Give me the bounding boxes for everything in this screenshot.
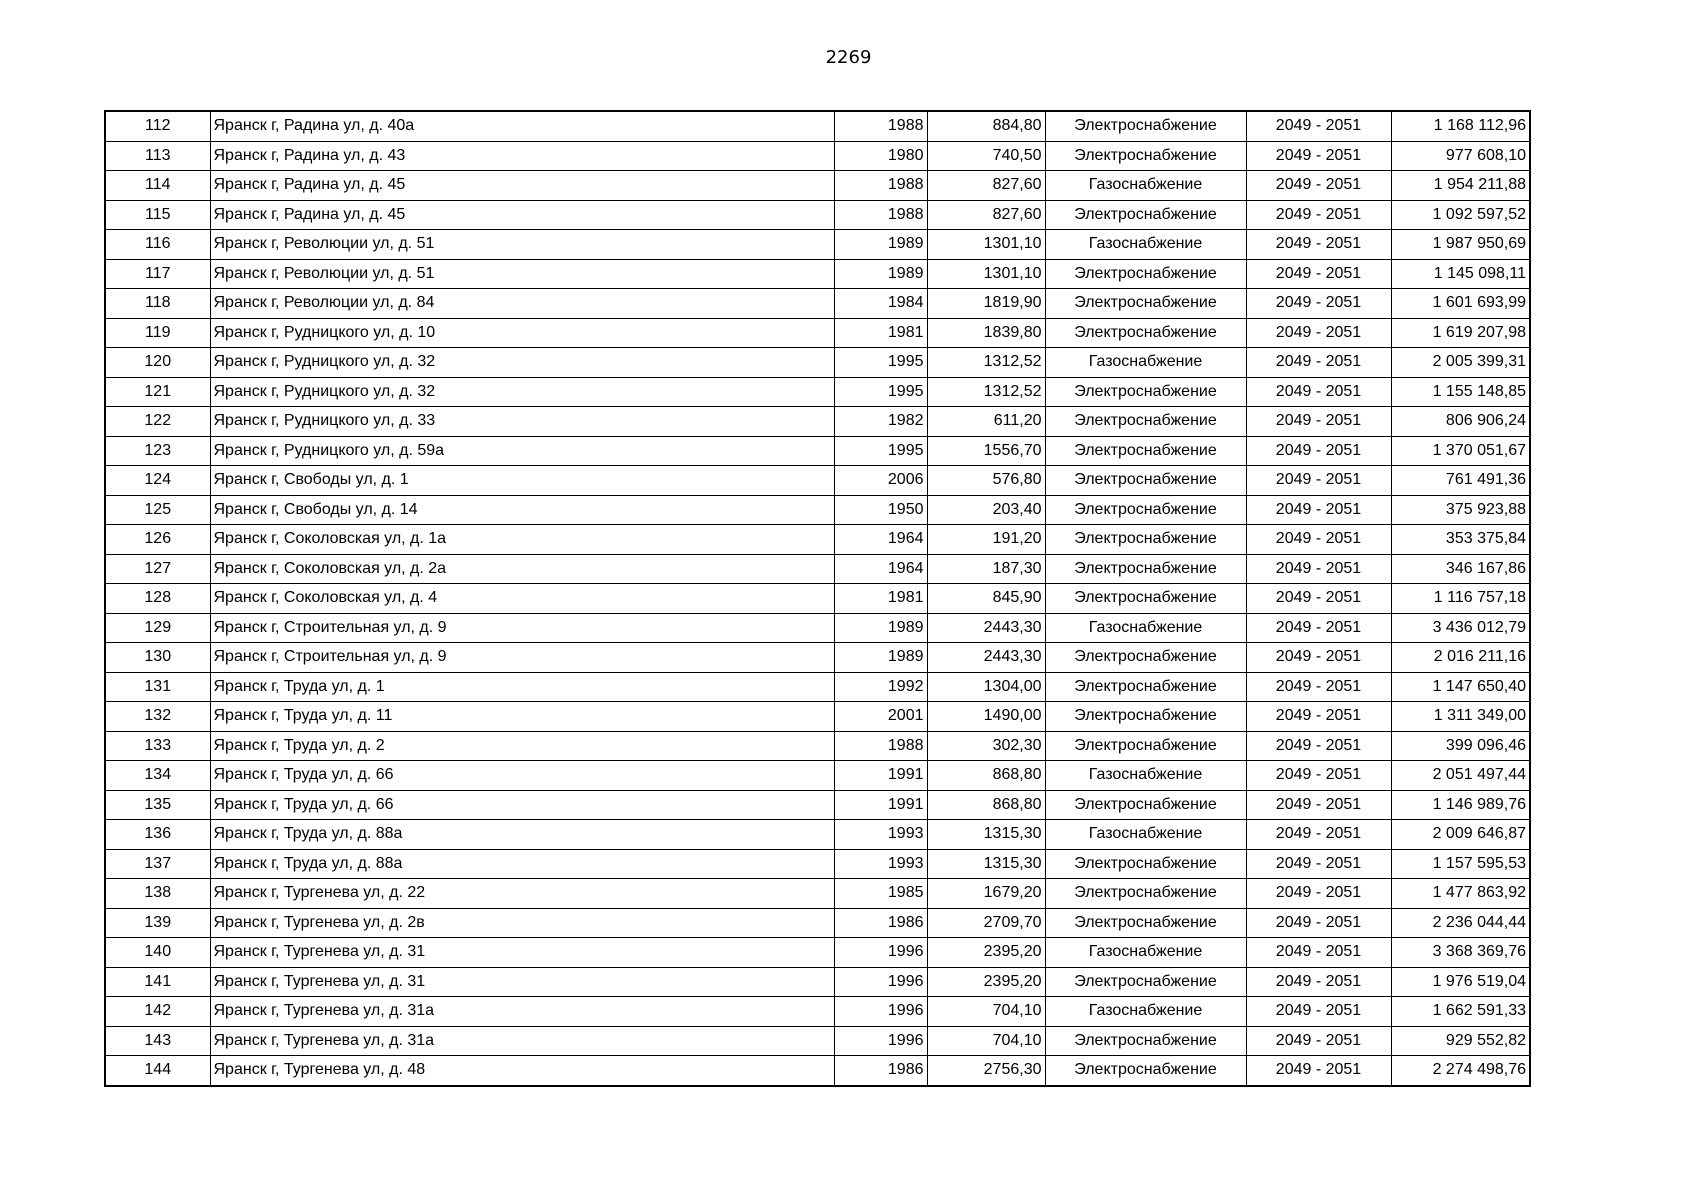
table-row (105, 1026, 1530, 1056)
cost-cell: 2 051 497,44 (1391, 761, 1530, 791)
address-cell: Яранск г, Рудницкого ул, д. 59а (210, 436, 834, 466)
service-type-cell: Газоснабжение (1045, 820, 1246, 850)
address-cell: Яранск г, Свободы ул, д. 14 (210, 495, 834, 525)
service-type-cell: Газоснабжение (1045, 938, 1246, 968)
area-cell: 203,40 (927, 495, 1045, 525)
table-row (105, 938, 1530, 968)
row-number-cell: 143 (105, 1026, 210, 1056)
service-type-cell: Электроснабжение (1045, 407, 1246, 437)
area-cell: 1304,00 (927, 672, 1045, 702)
period-cell: 2049 - 2051 (1246, 141, 1391, 171)
period-cell: 2049 - 2051 (1246, 525, 1391, 555)
cost-cell: 1 145 098,11 (1391, 259, 1530, 289)
area-cell: 1315,30 (927, 849, 1045, 879)
row-number-cell: 116 (105, 230, 210, 260)
period-cell: 2049 - 2051 (1246, 731, 1391, 761)
year-cell: 1991 (834, 790, 927, 820)
cost-cell: 1 155 148,85 (1391, 377, 1530, 407)
service-type-cell: Газоснабжение (1045, 171, 1246, 201)
table-row (105, 997, 1530, 1027)
cost-cell: 1 662 591,33 (1391, 997, 1530, 1027)
table-row (105, 908, 1530, 938)
row-number-cell: 127 (105, 554, 210, 584)
cost-cell: 1 477 863,92 (1391, 879, 1530, 909)
row-number-cell: 142 (105, 997, 210, 1027)
service-type-cell: Электроснабжение (1045, 643, 1246, 673)
period-cell: 2049 - 2051 (1246, 997, 1391, 1027)
service-type-cell: Газоснабжение (1045, 761, 1246, 791)
cost-cell: 1 146 989,76 (1391, 790, 1530, 820)
year-cell: 1989 (834, 643, 927, 673)
year-cell: 1988 (834, 171, 927, 201)
year-cell: 1964 (834, 554, 927, 584)
area-cell: 1301,10 (927, 259, 1045, 289)
area-cell: 827,60 (927, 171, 1045, 201)
row-number-cell: 128 (105, 584, 210, 614)
area-cell: 1315,30 (927, 820, 1045, 850)
cost-cell: 3 436 012,79 (1391, 613, 1530, 643)
table-row (105, 584, 1530, 614)
address-cell: Яранск г, Революции ул, д. 84 (210, 289, 834, 319)
year-cell: 2001 (834, 702, 927, 732)
address-cell: Яранск г, Соколовская ул, д. 2а (210, 554, 834, 584)
address-cell: Яранск г, Радина ул, д. 43 (210, 141, 834, 171)
cost-cell: 353 375,84 (1391, 525, 1530, 555)
address-cell: Яранск г, Свободы ул, д. 1 (210, 466, 834, 496)
row-number-cell: 114 (105, 171, 210, 201)
row-number-cell: 134 (105, 761, 210, 791)
row-number-cell: 135 (105, 790, 210, 820)
service-type-cell: Электроснабжение (1045, 1026, 1246, 1056)
area-cell: 868,80 (927, 790, 1045, 820)
year-cell: 1984 (834, 289, 927, 319)
period-cell: 2049 - 2051 (1246, 643, 1391, 673)
address-cell: Яранск г, Тургенева ул, д. 48 (210, 1056, 834, 1086)
service-type-cell: Газоснабжение (1045, 348, 1246, 378)
period-cell: 2049 - 2051 (1246, 377, 1391, 407)
table-row (105, 171, 1530, 201)
service-type-cell: Электроснабжение (1045, 111, 1246, 141)
table-row (105, 318, 1530, 348)
table-row (105, 672, 1530, 702)
table-row (105, 377, 1530, 407)
period-cell: 2049 - 2051 (1246, 820, 1391, 850)
table-row (105, 111, 1530, 141)
year-cell: 1950 (834, 495, 927, 525)
table-row (105, 525, 1530, 555)
cost-cell: 2 236 044,44 (1391, 908, 1530, 938)
table-row (105, 790, 1530, 820)
period-cell: 2049 - 2051 (1246, 938, 1391, 968)
service-type-cell: Электроснабжение (1045, 879, 1246, 909)
year-cell: 1996 (834, 997, 927, 1027)
service-type-cell: Электроснабжение (1045, 584, 1246, 614)
year-cell: 1996 (834, 938, 927, 968)
year-cell: 1980 (834, 141, 927, 171)
area-cell: 1819,90 (927, 289, 1045, 319)
row-number-cell: 122 (105, 407, 210, 437)
table-row (105, 967, 1530, 997)
cost-cell: 1 092 597,52 (1391, 200, 1530, 230)
area-cell: 704,10 (927, 1026, 1045, 1056)
table-row (105, 141, 1530, 171)
cost-cell: 977 608,10 (1391, 141, 1530, 171)
period-cell: 2049 - 2051 (1246, 879, 1391, 909)
service-type-cell: Электроснабжение (1045, 200, 1246, 230)
period-cell: 2049 - 2051 (1246, 466, 1391, 496)
table-row (105, 731, 1530, 761)
year-cell: 1996 (834, 1026, 927, 1056)
area-cell: 740,50 (927, 141, 1045, 171)
year-cell: 1993 (834, 849, 927, 879)
year-cell: 1986 (834, 908, 927, 938)
cost-cell: 2 274 498,76 (1391, 1056, 1530, 1086)
cost-cell: 2 016 211,16 (1391, 643, 1530, 673)
row-number-cell: 137 (105, 849, 210, 879)
table-row (105, 1056, 1530, 1086)
address-cell: Яранск г, Тургенева ул, д. 22 (210, 879, 834, 909)
service-type-cell: Электроснабжение (1045, 790, 1246, 820)
area-cell: 1556,70 (927, 436, 1045, 466)
area-cell: 1312,52 (927, 348, 1045, 378)
area-cell: 884,80 (927, 111, 1045, 141)
row-number-cell: 113 (105, 141, 210, 171)
table-row (105, 259, 1530, 289)
row-number-cell: 124 (105, 466, 210, 496)
address-cell: Яранск г, Соколовская ул, д. 4 (210, 584, 834, 614)
address-cell: Яранск г, Революции ул, д. 51 (210, 259, 834, 289)
service-type-cell: Электроснабжение (1045, 525, 1246, 555)
area-cell: 868,80 (927, 761, 1045, 791)
address-cell: Яранск г, Строительная ул, д. 9 (210, 613, 834, 643)
address-cell: Яранск г, Труда ул, д. 88а (210, 820, 834, 850)
table-row (105, 554, 1530, 584)
cost-cell: 1 619 207,98 (1391, 318, 1530, 348)
area-cell: 2443,30 (927, 613, 1045, 643)
service-type-cell: Электроснабжение (1045, 436, 1246, 466)
period-cell: 2049 - 2051 (1246, 613, 1391, 643)
service-type-cell: Газоснабжение (1045, 613, 1246, 643)
row-number-cell: 138 (105, 879, 210, 909)
address-cell: Яранск г, Тургенева ул, д. 31а (210, 1026, 834, 1056)
cost-cell: 1 311 349,00 (1391, 702, 1530, 732)
year-cell: 1988 (834, 200, 927, 230)
cost-cell: 2 005 399,31 (1391, 348, 1530, 378)
address-cell: Яранск г, Труда ул, д. 66 (210, 761, 834, 791)
row-number-cell: 136 (105, 820, 210, 850)
year-cell: 1985 (834, 879, 927, 909)
service-type-cell: Электроснабжение (1045, 466, 1246, 496)
row-number-cell: 130 (105, 643, 210, 673)
cost-cell: 1 954 211,88 (1391, 171, 1530, 201)
service-type-cell: Электроснабжение (1045, 702, 1246, 732)
table-row (105, 879, 1530, 909)
address-cell: Яранск г, Рудницкого ул, д. 32 (210, 377, 834, 407)
period-cell: 2049 - 2051 (1246, 761, 1391, 791)
period-cell: 2049 - 2051 (1246, 849, 1391, 879)
year-cell: 1988 (834, 111, 927, 141)
period-cell: 2049 - 2051 (1246, 702, 1391, 732)
period-cell: 2049 - 2051 (1246, 672, 1391, 702)
period-cell: 2049 - 2051 (1246, 259, 1391, 289)
address-cell: Яранск г, Радина ул, д. 40а (210, 111, 834, 141)
table-row (105, 761, 1530, 791)
service-type-cell: Электроснабжение (1045, 967, 1246, 997)
area-cell: 704,10 (927, 997, 1045, 1027)
period-cell: 2049 - 2051 (1246, 230, 1391, 260)
address-cell: Яранск г, Тургенева ул, д. 31 (210, 938, 834, 968)
table-row (105, 200, 1530, 230)
area-cell: 302,30 (927, 731, 1045, 761)
area-cell: 1301,10 (927, 230, 1045, 260)
year-cell: 1991 (834, 761, 927, 791)
period-cell: 2049 - 2051 (1246, 318, 1391, 348)
period-cell: 2049 - 2051 (1246, 1026, 1391, 1056)
address-cell: Яранск г, Соколовская ул, д. 1а (210, 525, 834, 555)
cost-cell: 929 552,82 (1391, 1026, 1530, 1056)
address-cell: Яранск г, Труда ул, д. 11 (210, 702, 834, 732)
table-row (105, 702, 1530, 732)
row-number-cell: 141 (105, 967, 210, 997)
period-cell: 2049 - 2051 (1246, 348, 1391, 378)
year-cell: 1981 (834, 584, 927, 614)
period-cell: 2049 - 2051 (1246, 908, 1391, 938)
cost-cell: 3 368 369,76 (1391, 938, 1530, 968)
table-row (105, 820, 1530, 850)
table-row (105, 436, 1530, 466)
period-cell: 2049 - 2051 (1246, 111, 1391, 141)
area-cell: 845,90 (927, 584, 1045, 614)
row-number-cell: 125 (105, 495, 210, 525)
cost-cell: 1 168 112,96 (1391, 111, 1530, 141)
cost-cell: 1 976 519,04 (1391, 967, 1530, 997)
period-cell: 2049 - 2051 (1246, 289, 1391, 319)
year-cell: 1981 (834, 318, 927, 348)
year-cell: 1995 (834, 377, 927, 407)
registry-table (104, 110, 1531, 1087)
row-number-cell: 119 (105, 318, 210, 348)
year-cell: 1992 (834, 672, 927, 702)
table-body (105, 111, 1530, 1086)
row-number-cell: 123 (105, 436, 210, 466)
year-cell: 1989 (834, 259, 927, 289)
cost-cell: 1 370 051,67 (1391, 436, 1530, 466)
service-type-cell: Электроснабжение (1045, 495, 1246, 525)
table-row (105, 643, 1530, 673)
area-cell: 191,20 (927, 525, 1045, 555)
year-cell: 1995 (834, 436, 927, 466)
area-cell: 1839,80 (927, 318, 1045, 348)
area-cell: 827,60 (927, 200, 1045, 230)
period-cell: 2049 - 2051 (1246, 554, 1391, 584)
cost-cell: 1 601 693,99 (1391, 289, 1530, 319)
page-number: 2269 (825, 47, 872, 68)
year-cell: 2006 (834, 466, 927, 496)
address-cell: Яранск г, Тургенева ул, д. 31а (210, 997, 834, 1027)
period-cell: 2049 - 2051 (1246, 200, 1391, 230)
row-number-cell: 133 (105, 731, 210, 761)
row-number-cell: 126 (105, 525, 210, 555)
row-number-cell: 117 (105, 259, 210, 289)
service-type-cell: Электроснабжение (1045, 672, 1246, 702)
table-row (105, 230, 1530, 260)
row-number-cell: 115 (105, 200, 210, 230)
row-number-cell: 144 (105, 1056, 210, 1086)
table-row (105, 613, 1530, 643)
year-cell: 1996 (834, 967, 927, 997)
cost-cell: 806 906,24 (1391, 407, 1530, 437)
area-cell: 611,20 (927, 407, 1045, 437)
service-type-cell: Электроснабжение (1045, 849, 1246, 879)
service-type-cell: Электроснабжение (1045, 1056, 1246, 1086)
period-cell: 2049 - 2051 (1246, 407, 1391, 437)
address-cell: Яранск г, Рудницкого ул, д. 32 (210, 348, 834, 378)
row-number-cell: 121 (105, 377, 210, 407)
address-cell: Яранск г, Радина ул, д. 45 (210, 200, 834, 230)
row-number-cell: 140 (105, 938, 210, 968)
cost-cell: 2 009 646,87 (1391, 820, 1530, 850)
area-cell: 1312,52 (927, 377, 1045, 407)
table-row (105, 348, 1530, 378)
row-number-cell: 129 (105, 613, 210, 643)
address-cell: Яранск г, Рудницкого ул, д. 10 (210, 318, 834, 348)
period-cell: 2049 - 2051 (1246, 1056, 1391, 1086)
area-cell: 576,80 (927, 466, 1045, 496)
year-cell: 1986 (834, 1056, 927, 1086)
table-row (105, 495, 1530, 525)
area-cell: 187,30 (927, 554, 1045, 584)
service-type-cell: Электроснабжение (1045, 318, 1246, 348)
address-cell: Яранск г, Тургенева ул, д. 31 (210, 967, 834, 997)
period-cell: 2049 - 2051 (1246, 495, 1391, 525)
area-cell: 2395,20 (927, 938, 1045, 968)
area-cell: 2756,30 (927, 1056, 1045, 1086)
address-cell: Яранск г, Труда ул, д. 66 (210, 790, 834, 820)
period-cell: 2049 - 2051 (1246, 584, 1391, 614)
cost-cell: 1 116 757,18 (1391, 584, 1530, 614)
cost-cell: 1 157 595,53 (1391, 849, 1530, 879)
service-type-cell: Электроснабжение (1045, 141, 1246, 171)
service-type-cell: Электроснабжение (1045, 554, 1246, 584)
row-number-cell: 139 (105, 908, 210, 938)
period-cell: 2049 - 2051 (1246, 967, 1391, 997)
service-type-cell: Газоснабжение (1045, 230, 1246, 260)
table-row (105, 466, 1530, 496)
area-cell: 2709,70 (927, 908, 1045, 938)
year-cell: 1982 (834, 407, 927, 437)
year-cell: 1993 (834, 820, 927, 850)
cost-cell: 375 923,88 (1391, 495, 1530, 525)
cost-cell: 761 491,36 (1391, 466, 1530, 496)
period-cell: 2049 - 2051 (1246, 790, 1391, 820)
period-cell: 2049 - 2051 (1246, 171, 1391, 201)
address-cell: Яранск г, Труда ул, д. 1 (210, 672, 834, 702)
address-cell: Яранск г, Труда ул, д. 88а (210, 849, 834, 879)
area-cell: 1679,20 (927, 879, 1045, 909)
year-cell: 1988 (834, 731, 927, 761)
row-number-cell: 112 (105, 111, 210, 141)
year-cell: 1989 (834, 613, 927, 643)
table-row (105, 849, 1530, 879)
service-type-cell: Электроснабжение (1045, 377, 1246, 407)
cost-cell: 346 167,86 (1391, 554, 1530, 584)
cost-cell: 399 096,46 (1391, 731, 1530, 761)
year-cell: 1964 (834, 525, 927, 555)
row-number-cell: 132 (105, 702, 210, 732)
table-row (105, 407, 1530, 437)
row-number-cell: 120 (105, 348, 210, 378)
period-cell: 2049 - 2051 (1246, 436, 1391, 466)
address-cell: Яранск г, Труда ул, д. 2 (210, 731, 834, 761)
address-cell: Яранск г, Тургенева ул, д. 2в (210, 908, 834, 938)
row-number-cell: 118 (105, 289, 210, 319)
year-cell: 1989 (834, 230, 927, 260)
address-cell: Яранск г, Строительная ул, д. 9 (210, 643, 834, 673)
row-number-cell: 131 (105, 672, 210, 702)
service-type-cell: Электроснабжение (1045, 908, 1246, 938)
area-cell: 2395,20 (927, 967, 1045, 997)
address-cell: Яранск г, Рудницкого ул, д. 33 (210, 407, 834, 437)
table-row (105, 289, 1530, 319)
service-type-cell: Электроснабжение (1045, 731, 1246, 761)
cost-cell: 1 987 950,69 (1391, 230, 1530, 260)
area-cell: 1490,00 (927, 702, 1045, 732)
service-type-cell: Газоснабжение (1045, 997, 1246, 1027)
address-cell: Яранск г, Революции ул, д. 51 (210, 230, 834, 260)
service-type-cell: Электроснабжение (1045, 289, 1246, 319)
address-cell: Яранск г, Радина ул, д. 45 (210, 171, 834, 201)
year-cell: 1995 (834, 348, 927, 378)
cost-cell: 1 147 650,40 (1391, 672, 1530, 702)
area-cell: 2443,30 (927, 643, 1045, 673)
service-type-cell: Электроснабжение (1045, 259, 1246, 289)
